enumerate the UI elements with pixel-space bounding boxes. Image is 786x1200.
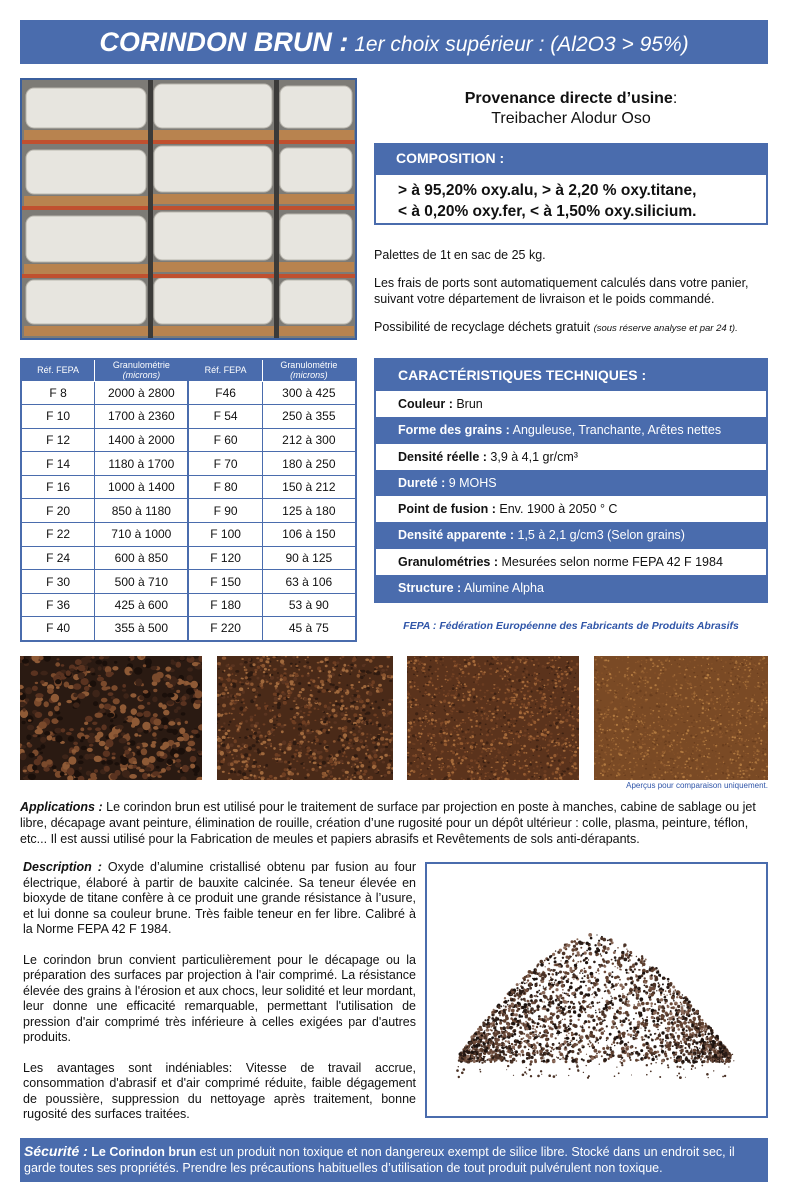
characteristic-row xyxy=(376,417,766,443)
cell-granulometrie: 250 à 355 xyxy=(262,405,356,429)
cell-granulometrie: 300 à 425 xyxy=(262,381,356,405)
safety-label: Sécurité : xyxy=(24,1143,88,1159)
table-row xyxy=(21,617,356,641)
fepa-footnote: FEPA : Fédération Européenne des Fabricants de Produits Abrasifs xyxy=(403,620,739,632)
cell-ref-fepa: F 40 xyxy=(21,617,95,641)
provenance-factory: Treibacher Alodur Oso xyxy=(491,110,651,127)
characteristics-panel xyxy=(374,358,768,603)
characteristic-value: 1,5 à 2,1 g/cm3 (Selon grains) xyxy=(514,528,685,543)
cell-ref-fepa: F 24 xyxy=(21,546,95,570)
header-ref-fepa-1: Réf. FEPA xyxy=(21,359,95,381)
cell-granulometrie: 355 à 500 xyxy=(95,617,189,641)
characteristic-label: Point de fusion : xyxy=(398,502,496,517)
title-sub: 1er choix supérieur : (Al2O3 > 95%) xyxy=(348,33,689,56)
applications-text: Le corindon brun est utilisé pour le traitement de surface par projection en poste à manches, cabine de sablage ou jet libre, décapage avant peinture, élimination de rouille, création d’une rugosité pour un dépôt ultérieur : colle, plasma, peinture, téflon, etc... Il est aussi utilisé pour la Fabrication de meules et papiers abrasifs et Revêtements de sols anti-dérapants. xyxy=(20,800,756,846)
grain-sample-fine xyxy=(407,656,579,780)
characteristic-value: Anguleuse, Tranchante, Arêtes nettes xyxy=(509,423,722,438)
cell-granulometrie: 45 à 75 xyxy=(262,617,356,641)
cell-granulometrie: 212 à 300 xyxy=(262,428,356,452)
cell-granulometrie: 425 à 600 xyxy=(95,593,189,617)
description-paragraph-1 xyxy=(23,860,416,938)
cell-granulometrie: 90 à 125 xyxy=(262,546,356,570)
cell-ref-fepa: F 120 xyxy=(188,546,262,570)
table-row xyxy=(21,570,356,594)
cell-granulometrie: 53 à 90 xyxy=(262,593,356,617)
characteristic-row xyxy=(376,470,766,496)
cell-granulometrie: 180 à 250 xyxy=(262,452,356,476)
characteristic-row xyxy=(376,496,766,522)
cell-ref-fepa: F 150 xyxy=(188,570,262,594)
cell-granulometrie: 1180 à 1700 xyxy=(95,452,189,476)
safety-banner xyxy=(20,1138,768,1182)
table-row xyxy=(21,452,356,476)
notes xyxy=(374,247,774,349)
characteristic-label: Densité apparente : xyxy=(398,528,515,543)
cell-granulometrie: 1400 à 2000 xyxy=(95,428,189,452)
characteristic-value: Env. 1900 à 2050 ° C xyxy=(495,502,618,517)
description-label: Description : xyxy=(23,860,102,874)
characteristic-label: Structure : xyxy=(398,581,462,596)
characteristic-value: Brun xyxy=(452,397,483,411)
cell-ref-fepa: F 220 xyxy=(188,617,262,641)
cell-granulometrie: 150 à 212 xyxy=(262,475,356,499)
corundum-pile-photo xyxy=(425,862,768,1118)
table-header-row xyxy=(21,359,356,381)
provenance-colon: : xyxy=(672,90,678,107)
pallets-note: Palettes de 1t en sac de 25 kg. xyxy=(374,248,546,262)
header-granulometrie-1: Granulométrie (microns) xyxy=(95,359,189,381)
characteristic-row xyxy=(376,522,766,548)
cell-ref-fepa: F 70 xyxy=(188,452,262,476)
composition-values xyxy=(374,173,768,225)
cell-granulometrie: 600 à 850 xyxy=(95,546,189,570)
cell-ref-fepa: F 14 xyxy=(21,452,95,476)
cell-ref-fepa: F 54 xyxy=(188,405,262,429)
characteristic-row xyxy=(376,549,766,575)
characteristic-row xyxy=(376,391,766,417)
grain-sample-very-fine xyxy=(594,656,768,780)
characteristic-value: 3,9 à 4,1 gr/cm³ xyxy=(486,449,578,464)
cell-granulometrie: 1700 à 2360 xyxy=(95,405,189,429)
cell-ref-fepa: F 10 xyxy=(21,405,95,429)
cell-granulometrie: 1000 à 1400 xyxy=(95,475,189,499)
cell-ref-fepa: F 180 xyxy=(188,593,262,617)
characteristic-label: Couleur : xyxy=(398,397,453,411)
safety-text: est un produit non toxique et non dangereux exempt de silice libre. Stocké dans un endroit sec, il garde toutes ses propriétés. Prendre les précautions habituelles d’utilisation de tout produit pulvérulent non toxique. xyxy=(24,1145,735,1175)
table-row xyxy=(21,475,356,499)
title-main: CORINDON BRUN : xyxy=(99,27,349,57)
characteristic-label: Forme des grains : xyxy=(398,423,510,438)
recycling-note xyxy=(374,319,774,337)
cell-granulometrie: 125 à 180 xyxy=(262,499,356,523)
characteristic-label: Granulométries : xyxy=(398,554,499,569)
cell-ref-fepa: F 60 xyxy=(188,428,262,452)
characteristic-value: Alumine Alpha xyxy=(461,581,544,596)
table-row xyxy=(21,381,356,405)
table-row xyxy=(21,428,356,452)
grain-sample-coarse xyxy=(20,656,202,780)
safety-product: Le Corindon brun xyxy=(87,1145,197,1159)
recycling-condition: (sous réserve analyse et par 24 t). xyxy=(593,323,738,334)
table-row xyxy=(21,546,356,570)
cell-granulometrie: 500 à 710 xyxy=(95,570,189,594)
description-text-1: Oxyde d’alumine cristallisé obtenu par fusion au four électrique, élaboré à partir de bauxite calcinée. Sa teneur élevée en bioxyde de titane confère à ce produit une grande résistance à l’usure, et lui donne sa couleur brune. Très faible teneur en fer libre. Calibré à la Norme FEPA 42 F 1984. xyxy=(23,860,416,936)
cell-granulometrie: 710 à 1000 xyxy=(95,523,189,547)
fepa-table xyxy=(20,358,357,642)
shipping-note: Les frais de ports sont automatiquement calculés dans votre panier, suivant votre département de livraison et le poids commandé. xyxy=(374,276,749,306)
applications-section xyxy=(20,799,770,847)
table-row xyxy=(21,593,356,617)
table-row xyxy=(21,499,356,523)
page-title xyxy=(20,20,768,64)
description-paragraph-3: Les avantages sont indéniables: Vitesse de travail accrue, consommation d'abrasif et d'air comprimé réduite, faible dégagement de poussière, suppression du nettoyage après traitement, bonne rugosité des surfaces traitées. xyxy=(23,1060,416,1121)
description-paragraph-2: Le corindon brun convient particulièrement pour le décapage ou la préparation des surfaces par projection à l'air comprimé. La résistance élevée des grains à l'érosion et aux chocs, leur solidité et leur mordant, leur donne une efficacité remarquable, permettant l'utilisation de pression d'air comprimé très inférieure à celles exigées par d'autres produits. xyxy=(23,952,416,1044)
characteristic-value: 9 MOHS xyxy=(445,475,497,490)
composition-line-2: < à 0,20% oxy.fer, < à 1,50% oxy.silicium. xyxy=(398,203,697,220)
recycling-text: Possibilité de recyclage déchets gratuit xyxy=(374,320,594,334)
composition-heading: COMPOSITION : xyxy=(374,143,768,173)
table-row xyxy=(21,405,356,429)
cell-ref-fepa: F 90 xyxy=(188,499,262,523)
cell-ref-fepa: F46 xyxy=(188,381,262,405)
characteristics-heading: CARACTÉRISTIQUES TECHNIQUES : xyxy=(398,367,647,383)
characteristic-row xyxy=(376,575,766,601)
provenance-label: Provenance directe d’usine xyxy=(464,90,673,107)
cell-ref-fepa: F 100 xyxy=(188,523,262,547)
characteristic-label: Densité réelle : xyxy=(398,449,487,464)
cell-ref-fepa: F 36 xyxy=(21,593,95,617)
cell-ref-fepa: F 30 xyxy=(21,570,95,594)
table-row xyxy=(21,523,356,547)
cell-ref-fepa: F 8 xyxy=(21,381,95,405)
cell-granulometrie: 850 à 1180 xyxy=(95,499,189,523)
cell-granulometrie: 106 à 150 xyxy=(262,523,356,547)
cell-ref-fepa: F 12 xyxy=(21,428,95,452)
cell-granulometrie: 2000 à 2800 xyxy=(95,381,189,405)
cell-ref-fepa: F 80 xyxy=(188,475,262,499)
composition-line-1: > à 95,20% oxy.alu, > à 2,20 % oxy.titane, xyxy=(398,182,697,199)
characteristic-value: Mesurées selon norme FEPA 42 F 1984 xyxy=(498,554,723,569)
applications-label: Applications : xyxy=(20,800,103,814)
header-granulometrie-2: Granulométrie (microns) xyxy=(262,359,356,381)
characteristic-label: Dureté : xyxy=(398,475,446,490)
characteristic-row xyxy=(376,444,766,470)
cell-ref-fepa: F 16 xyxy=(21,475,95,499)
cell-ref-fepa: F 20 xyxy=(21,499,95,523)
cell-granulometrie: 63 à 106 xyxy=(262,570,356,594)
cell-ref-fepa: F 22 xyxy=(21,523,95,547)
grain-sample-medium xyxy=(217,656,393,780)
grain-caption: Aperçus pour comparaison uniquement. xyxy=(626,781,768,790)
header-ref-fepa-2: Réf. FEPA xyxy=(188,359,262,381)
provenance xyxy=(374,90,768,128)
pallets-photo xyxy=(20,78,357,340)
description-section xyxy=(20,860,416,1138)
